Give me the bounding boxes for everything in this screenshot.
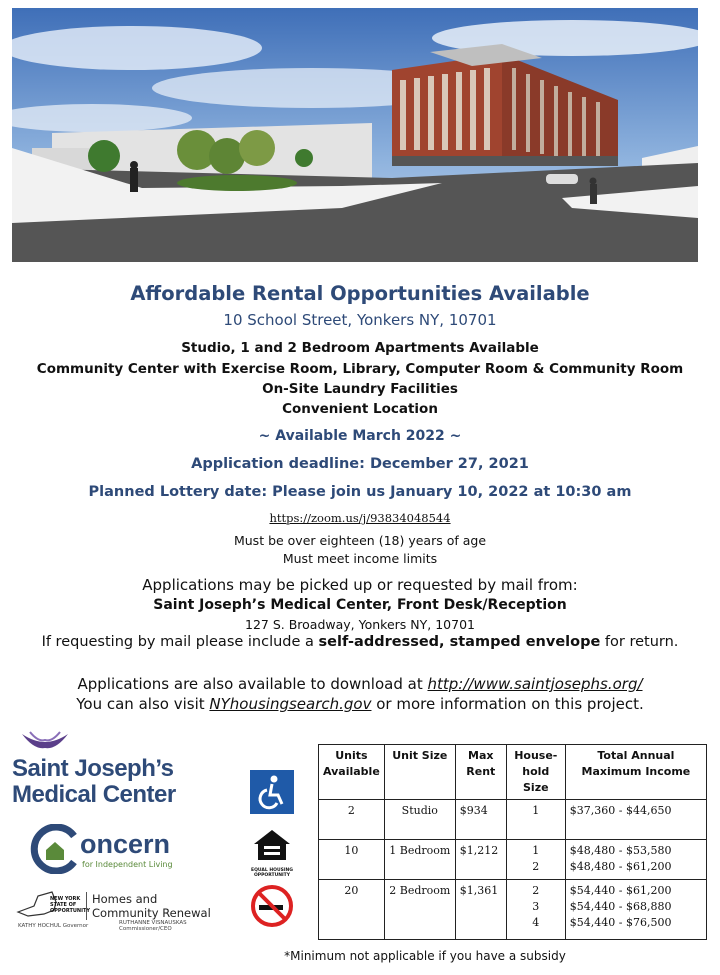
cell-size: 2 Bedroom	[384, 880, 455, 940]
mail-bold: self-addressed, stamped envelope	[318, 634, 601, 650]
visit-post: or more information on this project.	[371, 695, 644, 713]
household-value: 1	[532, 804, 540, 817]
building-rendering	[12, 8, 698, 262]
concern-wordmark: oncern	[80, 829, 171, 859]
cell-size: Studio	[384, 800, 455, 840]
table-row	[319, 880, 707, 940]
nys-wordmark: NEW YORK STATE OF OPPORTUNITY	[50, 896, 91, 914]
cell-size: 1 Bedroom	[384, 840, 455, 880]
cell-household	[506, 880, 565, 940]
cell-rent: $934	[455, 800, 506, 840]
cell-units: 10	[319, 840, 385, 880]
income-value: $48,480 - $61,200	[569, 860, 672, 873]
equal-housing-icon	[250, 826, 294, 870]
hcr-text	[86, 892, 211, 920]
download-pre: Applications are also available to download at	[77, 675, 428, 693]
income-value: $48,480 - $53,580	[569, 844, 672, 857]
header-units: Units Available	[319, 745, 385, 800]
lottery-date: Planned Lottery date: Please join us January 10, 2022 at 10:30 am	[88, 484, 632, 500]
feature-apartments: Studio, 1 and 2 Bedroom Apartments Available	[181, 340, 539, 356]
saint-josephs-logo	[12, 730, 212, 808]
nyhousingsearch-link[interactable]: NYhousingsearch.gov	[209, 695, 372, 713]
cell-units: 20	[319, 880, 385, 940]
income-table	[318, 744, 707, 940]
mail-post: for return.	[600, 634, 679, 650]
table-header-row	[319, 745, 707, 800]
wheelchair-icon	[250, 770, 294, 814]
cell-household	[506, 800, 565, 840]
visit-pre: You can also visit	[76, 695, 210, 713]
cell-income	[565, 840, 706, 880]
income-value: $54,440 - $61,200	[569, 884, 672, 897]
zoom-link[interactable]: https://zoom.us/j/93834048544	[269, 511, 451, 525]
concern-logo	[30, 822, 230, 878]
download-line	[0, 675, 720, 693]
mail-pre: If requesting by mail please include a	[41, 634, 319, 650]
feature-community-center: Community Center with Exercise Room, Library, Computer Room & Community Room	[36, 361, 684, 377]
table-row	[319, 800, 707, 840]
pickup-location: Saint Joseph’s Medical Center, Front Desk/Reception	[153, 597, 567, 613]
availability: ~ Available March 2022 ~	[258, 428, 462, 444]
household-value: 4	[532, 916, 540, 929]
cell-household	[506, 840, 565, 880]
page-title: Affordable Rental Opportunities Available	[130, 282, 590, 305]
header-income: Total Annual Maximum Income	[565, 745, 706, 800]
accessibility-icons	[250, 770, 295, 928]
household-value: 2	[532, 860, 540, 873]
concern-tagline: for Independent Living	[82, 860, 173, 869]
income-value: $54,440 - $76,500	[569, 916, 672, 929]
table-row	[319, 840, 707, 880]
cell-units: 2	[319, 800, 385, 840]
requirement-income: Must meet income limits	[282, 551, 438, 566]
mail-instructions	[0, 634, 720, 650]
feature-laundry: On-Site Laundry Facilities	[262, 381, 458, 397]
nys-hcr-logo	[14, 886, 214, 934]
household-value: 2	[532, 884, 540, 897]
header-max-rent: Max Rent	[455, 745, 506, 800]
saintjosephs-link[interactable]: http://www.saintjosephs.org/	[427, 675, 643, 693]
cell-rent: $1,361	[455, 880, 506, 940]
equal-housing-text: EQUAL HOUSING OPPORTUNITY	[251, 868, 293, 878]
cell-rent: $1,212	[455, 840, 506, 880]
header-household: House-hold Size	[506, 745, 565, 800]
income-value: $37,360 - $44,650	[569, 804, 672, 817]
sj-name-line2: Medical Center	[12, 781, 176, 808]
hcr-line1: Homes and	[92, 892, 158, 906]
header-unit-size: Unit Size	[384, 745, 455, 800]
application-deadline: Application deadline: December 27, 2021	[191, 456, 529, 472]
feature-location: Convenient Location	[282, 401, 438, 417]
sj-name-line1: Saint Joseph’s	[12, 755, 174, 782]
pickup-street: 127 S. Broadway, Yonkers NY, 10701	[245, 617, 475, 632]
governor-name: KATHY HOCHUL Governor	[18, 923, 89, 929]
cell-income	[565, 800, 706, 840]
visit-line	[0, 695, 720, 713]
no-smoking-icon	[250, 884, 294, 928]
property-address: 10 School Street, Yonkers NY, 10701	[223, 311, 497, 329]
footnote: *Minimum not applicable if you have a subsidy	[284, 949, 566, 963]
hcr-line2: Community Renewal	[92, 906, 211, 920]
household-value: 3	[532, 900, 540, 913]
household-value: 1	[532, 844, 540, 857]
concern-c-icon	[30, 824, 80, 874]
dove-icon	[20, 730, 70, 752]
commissioner-name: RUTHANNE VISNAUSKAS Commissioner/CEO	[119, 920, 187, 932]
requirement-age: Must be over eighteen (18) years of age	[233, 533, 487, 548]
pickup-intro: Applications may be picked up or requested by mail from:	[142, 576, 578, 594]
income-value: $54,440 - $68,880	[569, 900, 672, 913]
cell-income	[565, 880, 706, 940]
